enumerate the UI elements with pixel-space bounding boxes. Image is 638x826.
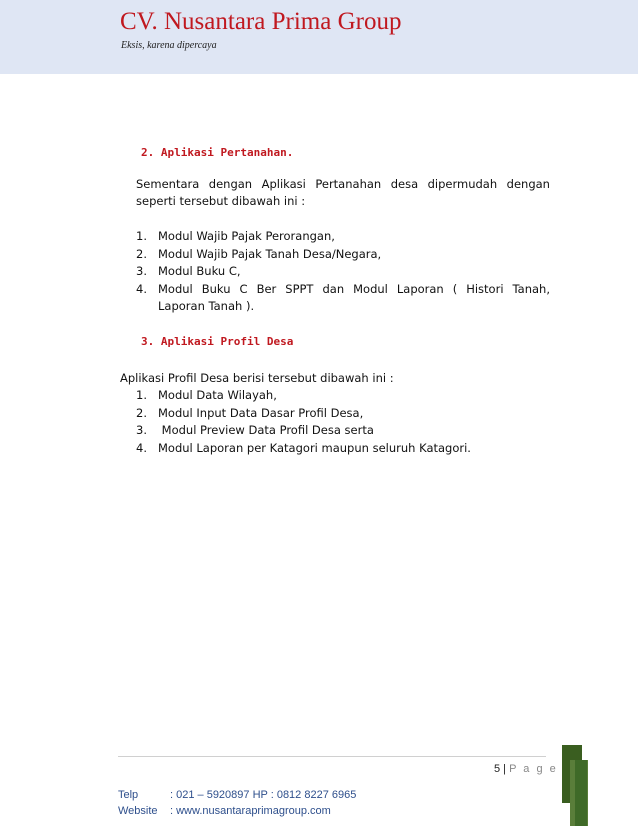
list-item [136,281,550,299]
word: Modul [158,281,193,296]
section-heading-profil-desa: 3. Aplikasi Profil Desa [141,335,294,348]
list-item-continuation [136,298,550,316]
word: dipermudah [427,177,498,191]
list-item-text: Modul Input Data Dasar Profil Desa, [158,405,364,420]
list-item-text: Modul Wajib Pajak Perorangan, [158,229,335,243]
list-item-text: Modul Data Wilayah, [158,388,277,402]
list-item [136,246,550,264]
list-item-number: 3. [136,264,147,278]
paragraph-pertanahan-line2: seperti tersebut dibawah ini : [136,194,306,208]
list-item-text: Modul Preview Data Profil Desa serta [158,423,374,437]
word: desa [390,177,419,191]
list-item-number: 1. [136,388,147,402]
list-item [136,405,556,423]
list-item-number: 2. [136,246,147,261]
word: Pertanahan [315,177,382,191]
page-number [494,763,558,775]
website-link[interactable]: : www.nusantaraprimagroup.com [170,805,331,817]
word: ( [452,281,458,296]
paragraph-pertanahan-line1 [136,176,550,193]
list-item-number: 4. [136,440,147,455]
list-item-text: Laporan Tanah ). [158,299,255,313]
list-item-number: 4. [136,281,147,296]
word: C [239,281,248,296]
word: dengan [208,177,253,191]
list-item-number: 2. [136,405,147,420]
list-item [136,422,556,440]
word: dan [322,281,345,296]
word: Laporan [396,281,444,296]
list-item-text: Modul Laporan per Katagori maupun seluruh Katagori. [158,440,471,455]
footer-divider [118,756,546,757]
word: Tanah, [512,281,550,296]
word: Buku [201,281,231,296]
telp-label: Telp [118,789,139,801]
list-pertanahan [136,228,550,316]
word: Ber [256,281,277,296]
word: SPPT [285,281,314,296]
list-item [136,387,556,405]
list-item [136,263,550,281]
word: Aplikasi [261,177,306,191]
word: Sementara [136,177,200,191]
list-item-number: 3. [136,423,147,437]
footer-telp [118,789,356,801]
list-item-number: 1. [136,229,147,243]
page-number-value: 5 [494,763,501,775]
list-item [136,440,556,458]
footer-website [118,805,331,817]
list-item-text [158,281,550,299]
company-name: CV. Nusantara Prima Group [120,8,402,35]
list-item-text: Modul Wajib Pajak Tanah Desa/Negara, [158,246,382,261]
page-header [0,0,638,74]
word: Modul [353,281,388,296]
list-item [136,228,550,246]
page-number-separator: | [500,763,510,775]
word: dengan [506,177,550,191]
list-item-text: Modul Buku C, [158,264,241,278]
website-label: Website [118,805,158,817]
telp-value: : 021 – 5920897 HP : 0812 8227 6965 [170,789,357,801]
company-tagline: Eksis, karena dipercaya [121,40,217,51]
paragraph-profil-desa-intro: Aplikasi Profil Desa berisi tersebut dibawah ini : [120,371,394,385]
page-word: P a g e [509,763,558,775]
word: Histori [466,281,504,296]
footer-accent-bar-inner [575,760,587,826]
list-profil-desa [136,387,556,457]
section-heading-pertanahan: 2. Aplikasi Pertanahan. [141,146,294,159]
